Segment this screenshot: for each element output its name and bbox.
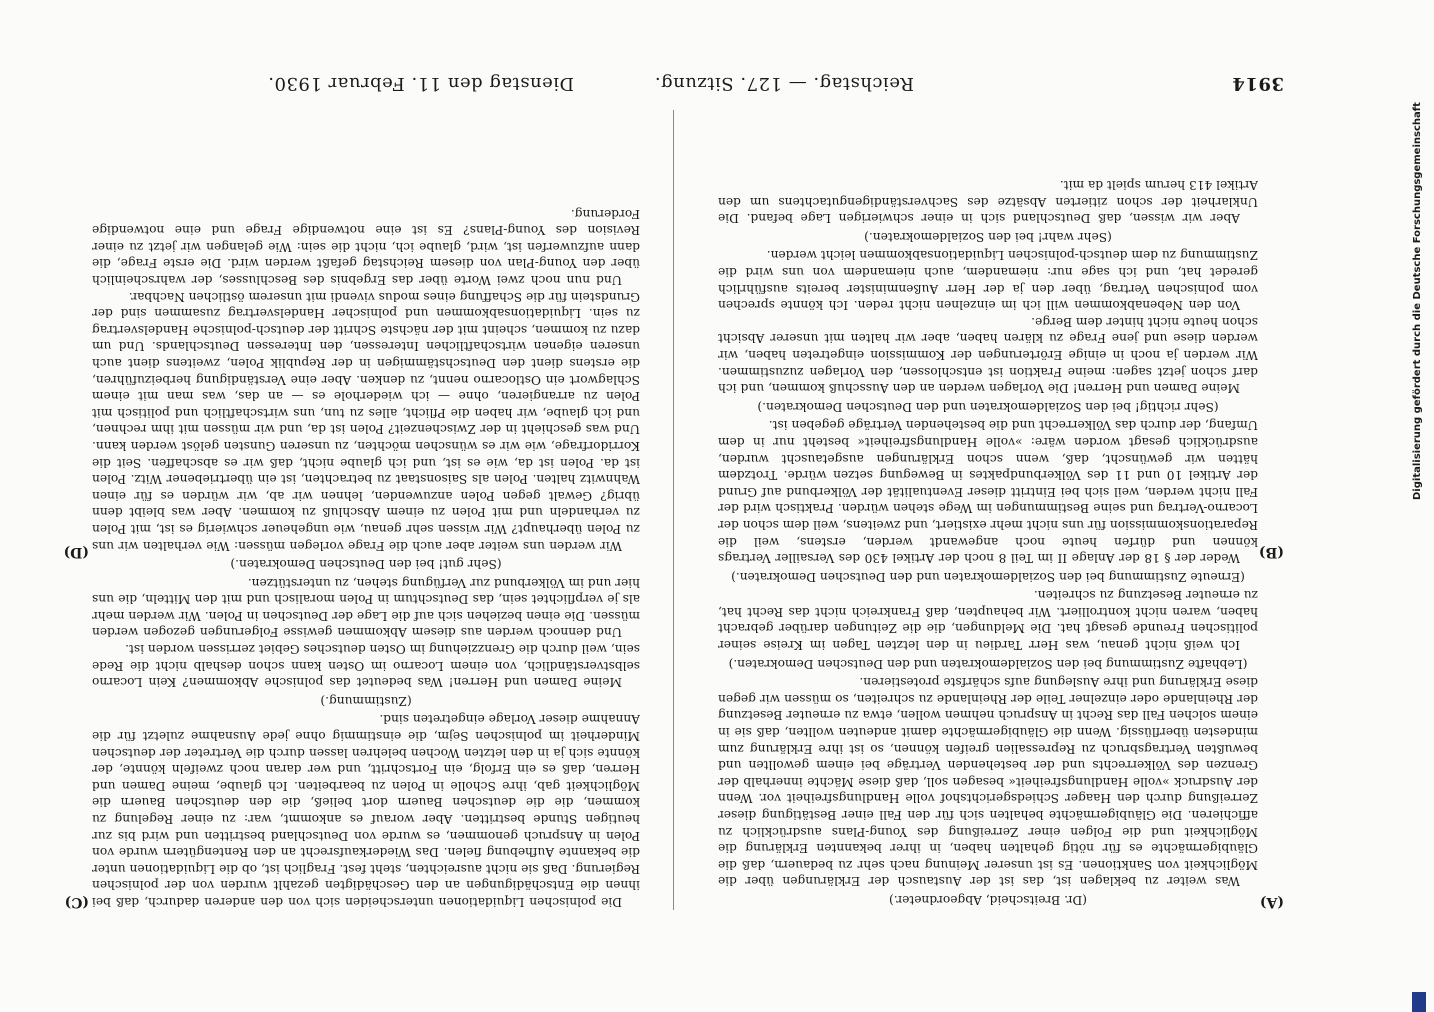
paragraph: Von den Nebenabkommen will ich im einzelnen nicht reden. Ich könnte sprechen vom polnischen Vertrag, über den ja der Herr Außenminister bereits ausführlich geredet hat, und ich sage nur: niemandem, auch niemandem von uns wird die Zustimmung zu dem deutsch-polnischen Liquidationsabkommen leicht werden. — [718, 248, 1258, 313]
digitization-note: Digitalisierung gefördert durch die Deutsche Forschungsgemeinschaft — [1412, 102, 1423, 500]
column-divider — [673, 110, 674, 910]
dfg-logo — [1412, 992, 1426, 1012]
paragraph: (Zustimmung.) — [320, 693, 412, 708]
paragraph: (Sehr gut! bei den Deutschen Demokraten.) — [230, 557, 502, 572]
left-column — [718, 100, 1258, 910]
paragraph: (Dr. Breitscheid, Abgeordneter.) — [889, 893, 1088, 907]
paragraph: Weder der § 18 der Anlage II im Teil 8 noch der Artikel 430 des Versailler Vertrags können und dürfen heute noch angewandt werden, erstens, weil die Reparationskommission für uns nicht mehr existiert, und zweitens, weil dem schon der Locarno-Vertrag und seine Bestimmungen im Wege stehen würden. Praktisch wird der Fall nicht werden, weil sich bei Eintritt dieser Eventualität der Völkerbund auf Grund der Artikel 10 und 11 des Völkerbundpaktes in Bewegung setzen würde. Trotzdem hätten wir gewünscht, daß, wenn schon Erklärungen ausgetauscht wurden, ausdrücklich gesagt worden wäre: »volle Handlungsfreiheit« besteht nur in dem Umfang, der durch das Völkerrecht und die bestehenden Verträge gegeben ist. — [718, 418, 1258, 566]
paragraph: Und dennoch werden aus diesem Abkommen gewisse Folgerungen gezogen werden müssen. Die einen beziehen sich auf die Lage der Deutschen in Polen. Wir werden mehr als je verpflichtet sein, das Deutschtum in Polen moralisch und mit den Mitteln, die uns hier und im Völkerbund zur Verfügung stehen, zu unterstützen. — [92, 575, 640, 640]
paragraph: Meine Damen und Herren! Die Vorlagen werden an den Ausschuß kommen, und ich darf schon jetzt sagen: meine Fraktion ist entschlossen, den Vorlagen zuzustimmen. Wir werden ja noch in einige Erörterungen der Kommission eingetreten haben, wir werden diese und jene Frage zu klären haben, aber wir halten mit unserer Absicht schon heute nicht hinter dem Berge. — [718, 314, 1258, 396]
paragraph: Wir werden uns weiter aber auch die Frage vorlegen müssen: Wie verhalten wir uns zu Polen überhaupt? Wir wissen sehr genau, wie ungeheuer schwierig es ist, mit Polen zu verhandeln und mit Polen zu einem Abschluß zu kommen. Aber was bleibt denn übrig? Gewalt gegen Polen anzuwenden, lehnen wir ab, wir würden es für einen Wahnwitz halten. Polen als Saisonstaat zu betrachten, ist ein übertriebener Witz. Polen ist da. Polen ist da, wie es ist, und ich glaube nicht, daß wir es abschaffen. Seit die Korridorfrage, wie wir es wünschen möchten, zu unseren Gunsten gelöst werden kann. Und was geschieht in der Zwischenzeit? Polen ist da, und wir müssen mit ihm rechnen, und ich glaube, wir haben die Pflicht, alles zu tun, uns wirtschaftlich und politisch mit Polen zu arrangieren, ohne — ich wiederhole es — an das, was man mit einem Schlagwort ein Ostlocarno nennt, zu denken. Aber eine Verständigung herbeizuführen, die erstens dient den Deutschstämmigen in der Republik Polen, zweitens dient auch unseren eigenen wirtschaftlichen Interessen, den Interessen Deutschlands. Und um dazu zu kommen, scheint mit der nächste Schritt der deutsch-polnische Handelsvertrag zu sein. Liquidationsabkommen und polnischer Handelsvertrag zusammen sind der Grundstein für die Schaffung eines modus vivendi mit unserem östlichen Nachbar. — [92, 289, 640, 553]
paragraph: Meine Damen und Herren! Was bedeutet das polnische Abkommen? Kein Locarno selbstverständlich, von einem Locarno im Osten kann schon deshalb nicht die Rede sein, weil durch die Grenzziehung im Osten deutsches Gebiet zerrissen worden ist. — [92, 642, 640, 690]
paragraph: Was weiter zu beklagen ist, das ist der Austausch der Erklärungen über die Möglichkeit von Sanktionen. Es ist unserer Meinung nach sehr zu bedauern, daß die Gläubigermächte es für nötig gehalten haben, in ihrer bekannten Erklärung die Möglichkeit und die Folgen einer Zerreißung des Young-Plans ausdrücklich zu affichieren. Die Gläubigermächte behalten sich für den Fall einer Bestätigung dieser Zerreißung durch den Haager Schiedsgerichtshof volle Handlungsfreiheit vor. Wenn der Ausdruck »volle Handlungsfreiheit« besagen soll, daß diese Mächte innerhalb der Grenzen des Völkerrechts und der bestehenden Verträge bei einem gewollten und bewußten Vertragsbruch zu Repressalien greifen können, so ist ihre Erklärung zum mindesten überflüssig. Wenn die Gläubigermächte damit andeuten wollten, daß sie in einem solchen Fall das Recht in Anspruch nehmen wollen, etwa zu erneuter Besetzung der Rheinlande oder einzelner Teile der Rheinlande zu schreiten, so müssen wir gegen diese Erklärung und ihre Auslegung aufs schärfste protestieren. — [718, 675, 1258, 889]
paragraph: (Erneute Zustimmung bei den Sozialdemokraten und den Deutschen Demokraten.) — [731, 569, 1245, 584]
paragraph: Die polnischen Liquidationen unterscheiden sich von den anderen dadurch, daß bei ihnen die Entschädigungen an den Geschädigten gezahlt wurden von der polnischen Regierung. Daß sie nicht ausreichten, steht fest. Fraglich ist, ob die Liquidationen unter die bekannte Aufhebung fielen. Das Wiederkaufsrecht an den Rentengütern wurde von Polen in Anspruch genommen, es wurde von Deutschland bestritten und wird bis zur heutigen Stunde bestritten. Aber worauf es ankommt, war: zu einer Regelung zu kommen, die die deutschen Bauern dort beließ, die den deutschen Bauern die Möglichkeit gab, ihre Scholle in Polen zu bearbeiten. Ich glaube, meine Damen und Herren, daß es ein Erfolg, ein Fortschritt, und wer daran noch zweifeln könnte, der könnte sich ja in den letzten Wochen belehren lassen durch die Vertreter der deutschen Minderheit im polnischen Sejm, die einstimmig ohne jede Ausnahme zuletzt für die Annahme dieser Vorlage eingetreten sind. — [92, 712, 640, 909]
margin-marker-b: (B) — [1258, 544, 1284, 560]
margin-marker-c: (C) — [64, 894, 89, 910]
paragraph: Aber wir wissen, daß Deutschland sich in einer schwierigen Lage befand. Die Unklarheit der schon zitierten Absätze des Sachverständigengutachtens um den Artikel 413 herum spielt da mit. — [718, 178, 1258, 226]
page-header — [14, 70, 1284, 94]
page-title: Reichstag. — 127. Sitzung. — [654, 73, 914, 94]
paragraph: (Sehr richtig! bei den Sozialdemokraten und den Deutschen Demokraten.) — [757, 399, 1219, 414]
paragraph: Ich weiß nicht genau, was Herr Tardieu in den letzten Tagen im Kreise seiner politischen Freunde gesagt hat. Die Meldungen, die die Zeitungen darüber gebracht haben, waren nicht kontrolliert. Wir behaupten, daß Frankreich nicht das Recht hat, zu erneuter Besetzung zu schreiten. — [718, 588, 1258, 653]
right-column — [92, 100, 640, 910]
paragraph: Und nun noch zwei Worte über das Ergebnis des Beschlusses, der wahrscheinlich über den Young-Plan von diesem Reichstag gefaßt werden wird. Die erste Frage, die dann aufzuwerfen ist, wird, glaube ich, nicht die sein: Wie gelangen wir jetzt zu einer Revision des Young-Plans? Es ist eine notwendige Frage und eine notwendige Forderung. — [92, 206, 640, 288]
margin-marker-a: (A) — [1259, 894, 1284, 910]
session-date: Dienstag den 11. Februar 1930. — [267, 73, 574, 94]
paragraph: (Lebhafte Zustimmung bei den Sozialdemokraten und den Deutschen Demokraten.) — [728, 656, 1248, 671]
page-number: 3914 — [1231, 73, 1284, 94]
paragraph: (Sehr wahr! bei den Sozialdemokraten.) — [864, 229, 1112, 244]
margin-marker-d: (D) — [63, 544, 89, 560]
